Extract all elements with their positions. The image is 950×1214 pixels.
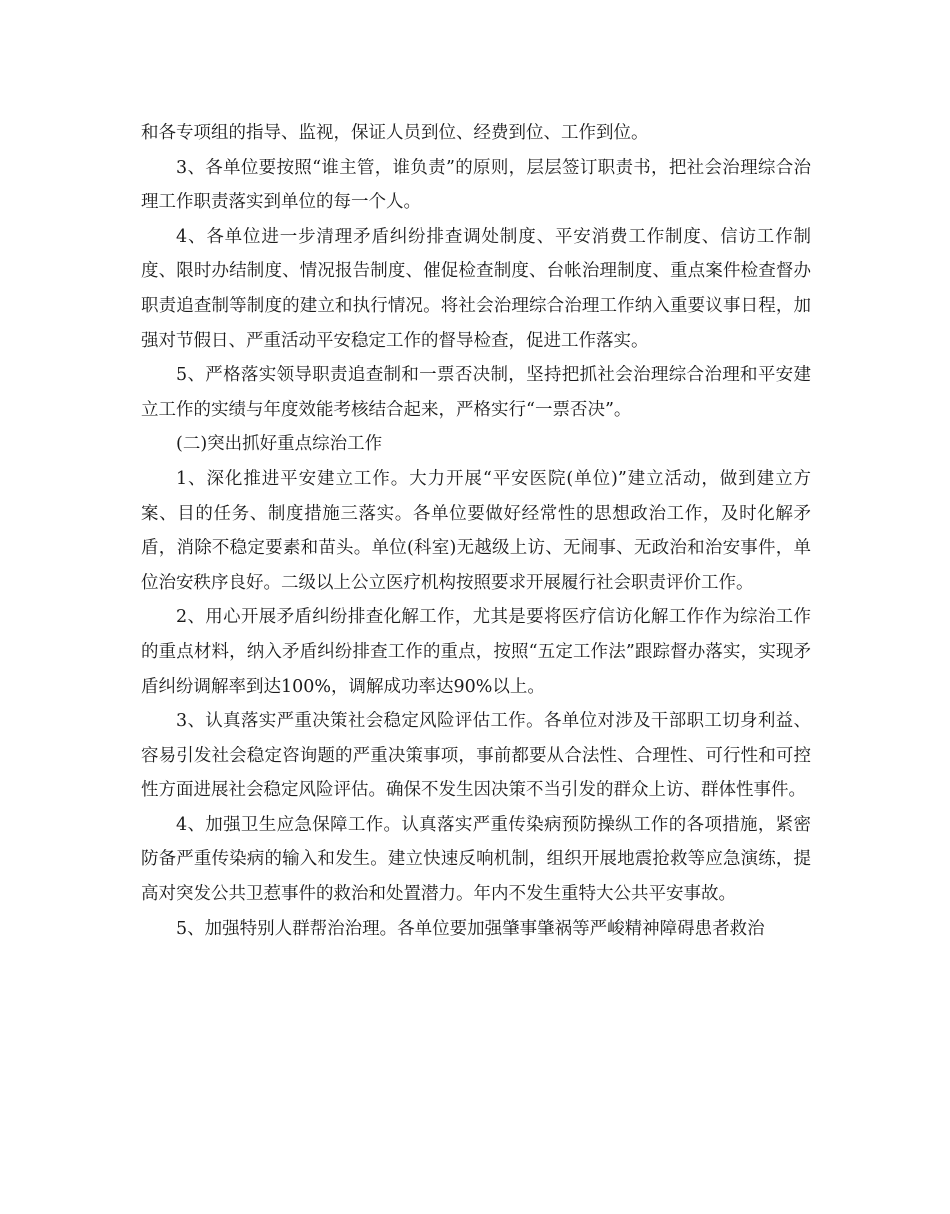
paragraph-item-3: 3、各单位要按照“谁主管，谁负责”的原则，层层签订职责书，把社会治理综合治理工作职责落实到单位的每一个人。 (141, 157, 811, 213)
paragraph-section2-item-2: 2、用心开展矛盾纠纷排查化解工作，尤其是要将医疗信访化解工作作为综治工作的重点材料，纳入矛盾纠纷排查工作的重点，按照“五定工作法”跟踪督办落实，实现矛盾纠纷调解率到达100%，调解成功率达90%以上。 (141, 607, 811, 697)
paragraph-section2-item-3: 3、认真落实严重决策社会稳定风险评估工作。各单位对涉及干部职工切身利益、容易引发社会稳定咨询题的严重决策事项，事前都要从合法性、合理性、可行性和可控性方面进展社会稳定风险评估。确保不发生因决策不当引发的群众上访、群体性事件。 (141, 711, 811, 801)
paragraph-section2-item-5: 5、加强特别人群帮治治理。各单位要加强肇事肇祸等严峻精神障碍患者救治 (176, 918, 765, 939)
paragraph-item-5: 5、严格落实领导职责追查制和一票否决制，坚持把抓社会治理综合治理和平安建立工作的实绩与年度效能考核结合起来，严格实行“一票否决”。 (141, 365, 811, 420)
paragraph-section2-item-4: 4、加强卫生应急保障工作。认真落实严重传染病预防操纵工作的各项措施，紧密防备严重传染病的输入和发生。建立快速反响机制，组织开展地震抢救等应急演练，提高对突发公共卫惹事件的救治和处置潜力。年内不发生重特大公共平安事故。 (141, 814, 811, 905)
section-heading: (二)突出抓好重点综治工作 (176, 434, 383, 455)
paragraph-section2-item-1: 1、深化推进平安建立工作。大力开展“平安医院(单位)”建立活动，做到建立方案、目的任务、制度措施三落实。各单位要做好经常性的思想政治工作，及时化解矛盾，消除不稳定要素和苗头。单位(科室)无越级上访、无闹事、无政治和治安事件，单位治安秩序良好。二级以上公立医疗机构按照要求开展履行社会职责评价工作。 (141, 468, 811, 593)
paragraph-item-4: 4、各单位进一步清理矛盾纠纷排查调处制度、平安消费工作制度、信访工作制度、限时办结制度、情况报告制度、催促检查制度、台帐治理制度、重点案件检查督办职责追查制等制度的建立和执行情况。将社会治理综合治理工作纳入重要议事日程，加强对节假日、严重活动平安稳定工作的督导检查，促进工作落实。 (141, 226, 811, 351)
paragraph-continuation: 和各专项组的指导、监视，保证人员到位、经费到位、工作到位。 (141, 123, 649, 143)
document-body (141, 116, 811, 946)
